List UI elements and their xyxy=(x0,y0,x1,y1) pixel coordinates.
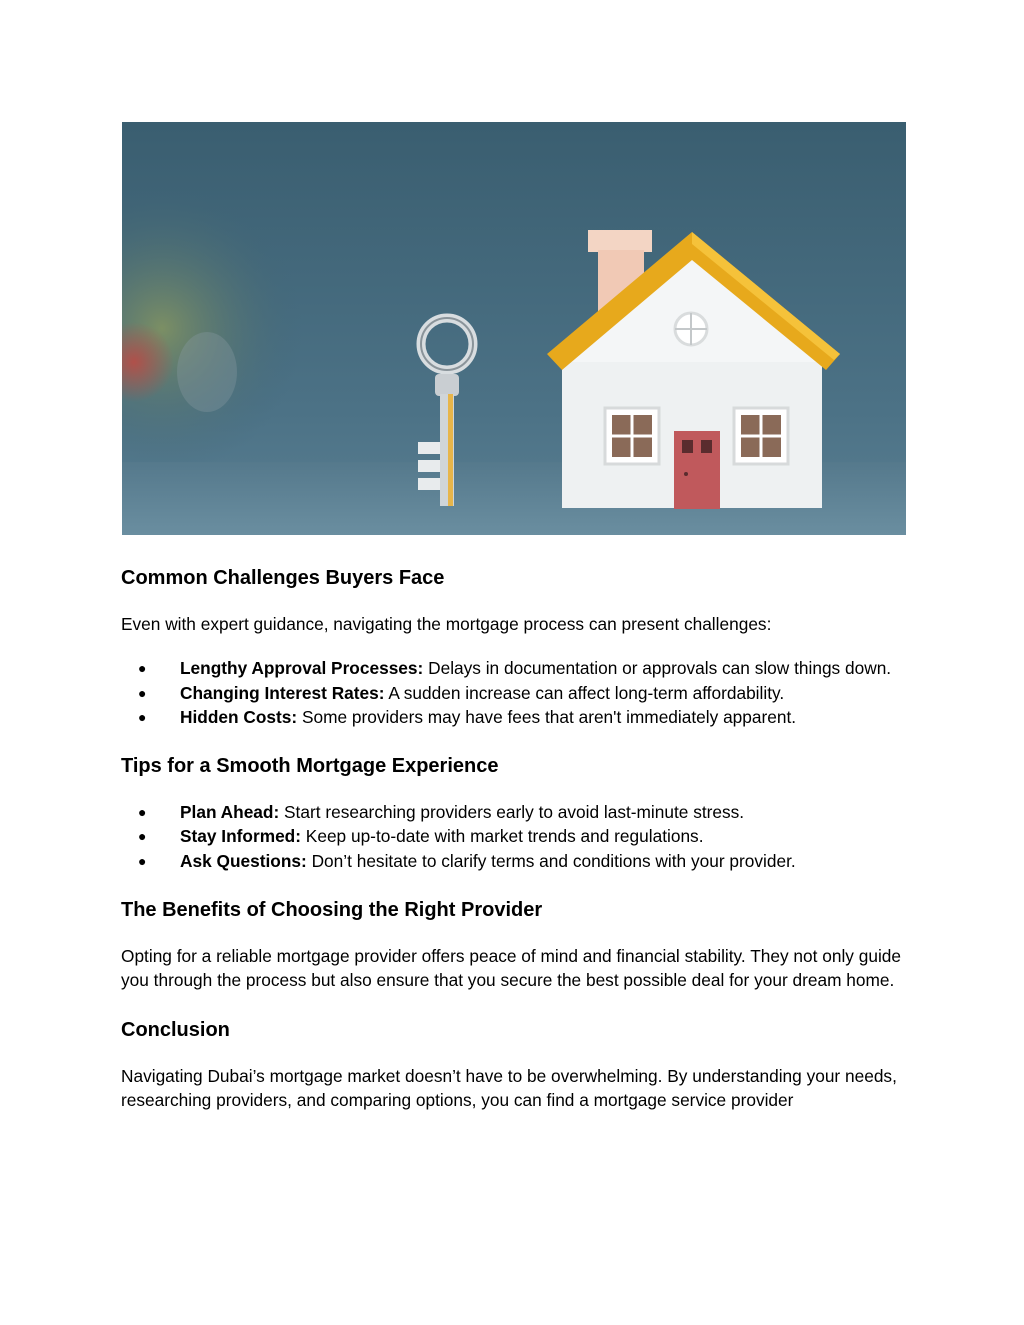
section-heading-conclusion: Conclusion xyxy=(121,1018,230,1041)
bullet-icon: ● xyxy=(138,684,147,701)
list-item-term: Hidden Costs: xyxy=(180,706,298,727)
list-item-term: Lengthy Approval Processes: xyxy=(180,658,424,679)
bullet-icon: ● xyxy=(138,852,147,869)
list-item xyxy=(138,800,911,824)
bullet-icon: ● xyxy=(138,804,147,821)
list-item-text: Keep up-to-date with market trends and regulations. xyxy=(301,826,704,847)
challenges-list xyxy=(121,656,911,729)
list-item-term: Plan Ahead: xyxy=(180,802,280,823)
list-item-term: Changing Interest Rates: xyxy=(180,682,385,703)
article-body xyxy=(121,564,911,1112)
benefits-paragraph: Opting for a reliable mortgage provider offers peace of mind and financial stability. They not only guide you through the process but also ensure that you secure the best possible deal for your dream home. xyxy=(121,946,902,991)
bullet-icon: ● xyxy=(138,660,147,677)
list-item xyxy=(138,681,911,705)
list-item-text: Delays in documentation or approvals can slow things down. xyxy=(423,658,892,679)
bullet-icon: ● xyxy=(138,828,147,845)
challenges-intro: Even with expert guidance, navigating the mortgage process can present challenges: xyxy=(121,614,772,634)
list-item-term: Ask Questions: xyxy=(180,850,307,871)
list-item xyxy=(138,656,911,680)
list-item-text: Don’t hesitate to clarify terms and conditions with your provider. xyxy=(306,850,796,871)
list-item-text: Some providers may have fees that aren't immediately apparent. xyxy=(297,706,797,727)
hero-image xyxy=(122,122,906,535)
list-item-term: Stay Informed: xyxy=(180,826,301,847)
list-item-text: A sudden increase can affect long-term affordability. xyxy=(384,682,785,703)
tips-list xyxy=(121,800,911,873)
list-item-text: Start researching providers early to avoid last-minute stress. xyxy=(279,802,745,823)
list-item xyxy=(138,705,911,729)
conclusion-paragraph: Navigating Dubai’s mortgage market doesn’t have to be overwhelming. By understanding your needs, researching providers, and comparing options, you can find a mortgage service provider xyxy=(121,1065,897,1110)
list-item xyxy=(138,849,911,873)
section-heading-tips: Tips for a Smooth Mortgage Experience xyxy=(121,755,499,778)
list-item xyxy=(138,824,911,848)
section-heading-benefits: The Benefits of Choosing the Right Provider xyxy=(121,899,543,922)
bullet-icon: ● xyxy=(138,708,147,725)
section-heading-challenges: Common Challenges Buyers Face xyxy=(121,567,445,589)
